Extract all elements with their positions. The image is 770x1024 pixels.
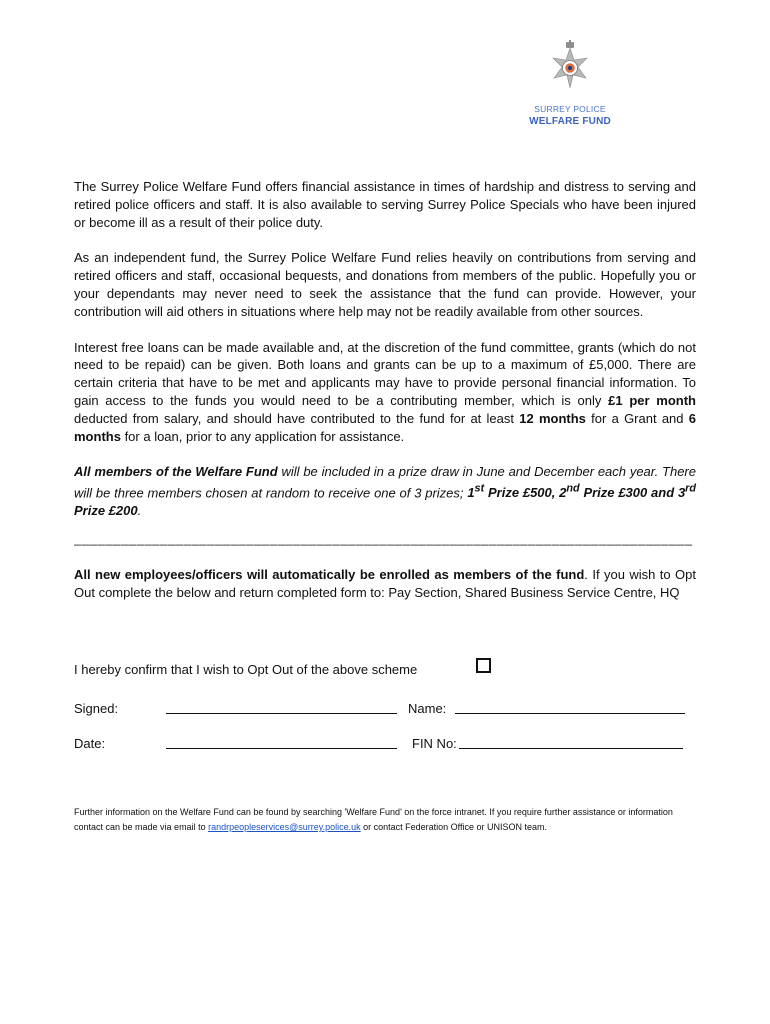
prize-draw-paragraph: [74, 463, 696, 520]
opt-out-bold: All new employees/officers will automatically be enrolled as members of the fund: [74, 566, 585, 582]
date-field[interactable]: [166, 748, 397, 749]
prize-2-rest: Prize £300 and 3: [579, 485, 686, 501]
prize-1-sup: st: [474, 483, 485, 496]
loan-period: 6 months: [74, 410, 697, 444]
opt-out-confirm-label: I hereby confirm that I wish to Opt Out of the above scheme: [74, 662, 418, 677]
intro-paragraph: The Surrey Police Welfare Fund offers financial assistance in times of hardship and distress to serving and retired police officers and staff. It is also available to serving Surrey Police Specials who have been injured or become ill as a result of their police duty.: [74, 179, 696, 230]
independent-fund-paragraph: As an independent fund, the Surrey Police Welfare Fund relies heavily on contributions from serving and retired officers and staff, occasional bequests, and donations from members of the public. Hopefully you or your dependants may never need to seek the assistance that the fund can provide. However, your contribution will aid others in situations where help may not be readily available from other sources.: [74, 250, 696, 319]
opt-out-rest: . If you wish to Opt Out complete the below and return completed form to: Pay Section, Shared Business Service Centre, HQ: [74, 566, 697, 600]
prize-1-number: 1: [467, 485, 475, 501]
prize-members-bold: All members of the Welfare Fund: [74, 464, 278, 480]
prize-end: .: [137, 503, 142, 519]
grant-period: 12 months: [519, 410, 586, 426]
logo-line-1: SURREY POLICE: [534, 104, 606, 114]
fin-field[interactable]: [459, 748, 683, 749]
opt-out-checkbox[interactable]: [476, 658, 491, 673]
signed-field[interactable]: [166, 713, 397, 714]
fin-label: FIN No:: [412, 736, 457, 751]
loans-text-3: for a Grant and: [585, 410, 689, 426]
email-link[interactable]: randrpeopleservices@surrey.police.uk: [208, 822, 361, 832]
prize-text: will be included in a prize draw in June and December each year. There will be three members chosen at random to receive one of 3 prizes;: [74, 464, 696, 501]
loans-paragraph: [74, 339, 696, 446]
loans-text-2: deducted from salary, and should have contributed to the fund for at least: [74, 410, 520, 426]
prize-3-rest: Prize £200: [74, 503, 138, 519]
prize-1-rest: Prize £500, 2: [484, 485, 567, 501]
welfare-fund-logo: [520, 40, 620, 127]
name-label: Name:: [408, 701, 447, 716]
police-star-crest-icon: [548, 40, 592, 90]
name-field[interactable]: [455, 713, 685, 714]
prize-3-sup: rd: [685, 483, 697, 496]
opt-out-paragraph: [74, 566, 696, 602]
loans-text-4: for a loan, prior to any application for assistance.: [120, 428, 405, 444]
date-label: Date:: [74, 736, 106, 751]
document-body: [74, 178, 696, 619]
footer-text-1: Further information on the Welfare Fund can be found by searching 'Welfare Fund' on the force intranet. If you require further assistance or information contact can be made via email to: [74, 807, 673, 832]
monthly-amount: £1 per month: [608, 392, 696, 408]
footer-note: [74, 805, 694, 835]
prize-2-sup: nd: [566, 483, 580, 496]
footer-text-2: or contact Federation Office or UNISON team.: [360, 822, 548, 832]
section-divider: _______________________________________________________________________________: [74, 531, 693, 547]
logo-line-2: WELFARE FUND: [529, 116, 611, 127]
signed-label: Signed:: [74, 701, 119, 716]
loans-text-1: Interest free loans can be made available and, at the discretion of the fund committee, grants (which do not need to be repaid) can be given. Both loans and grants can be up to a maximum of £5,000. There are certain criteria that have to be met and applicants may have to provide personal financial information. To gain access to the funds you would need to be a contributing member, which is only: [74, 339, 696, 408]
